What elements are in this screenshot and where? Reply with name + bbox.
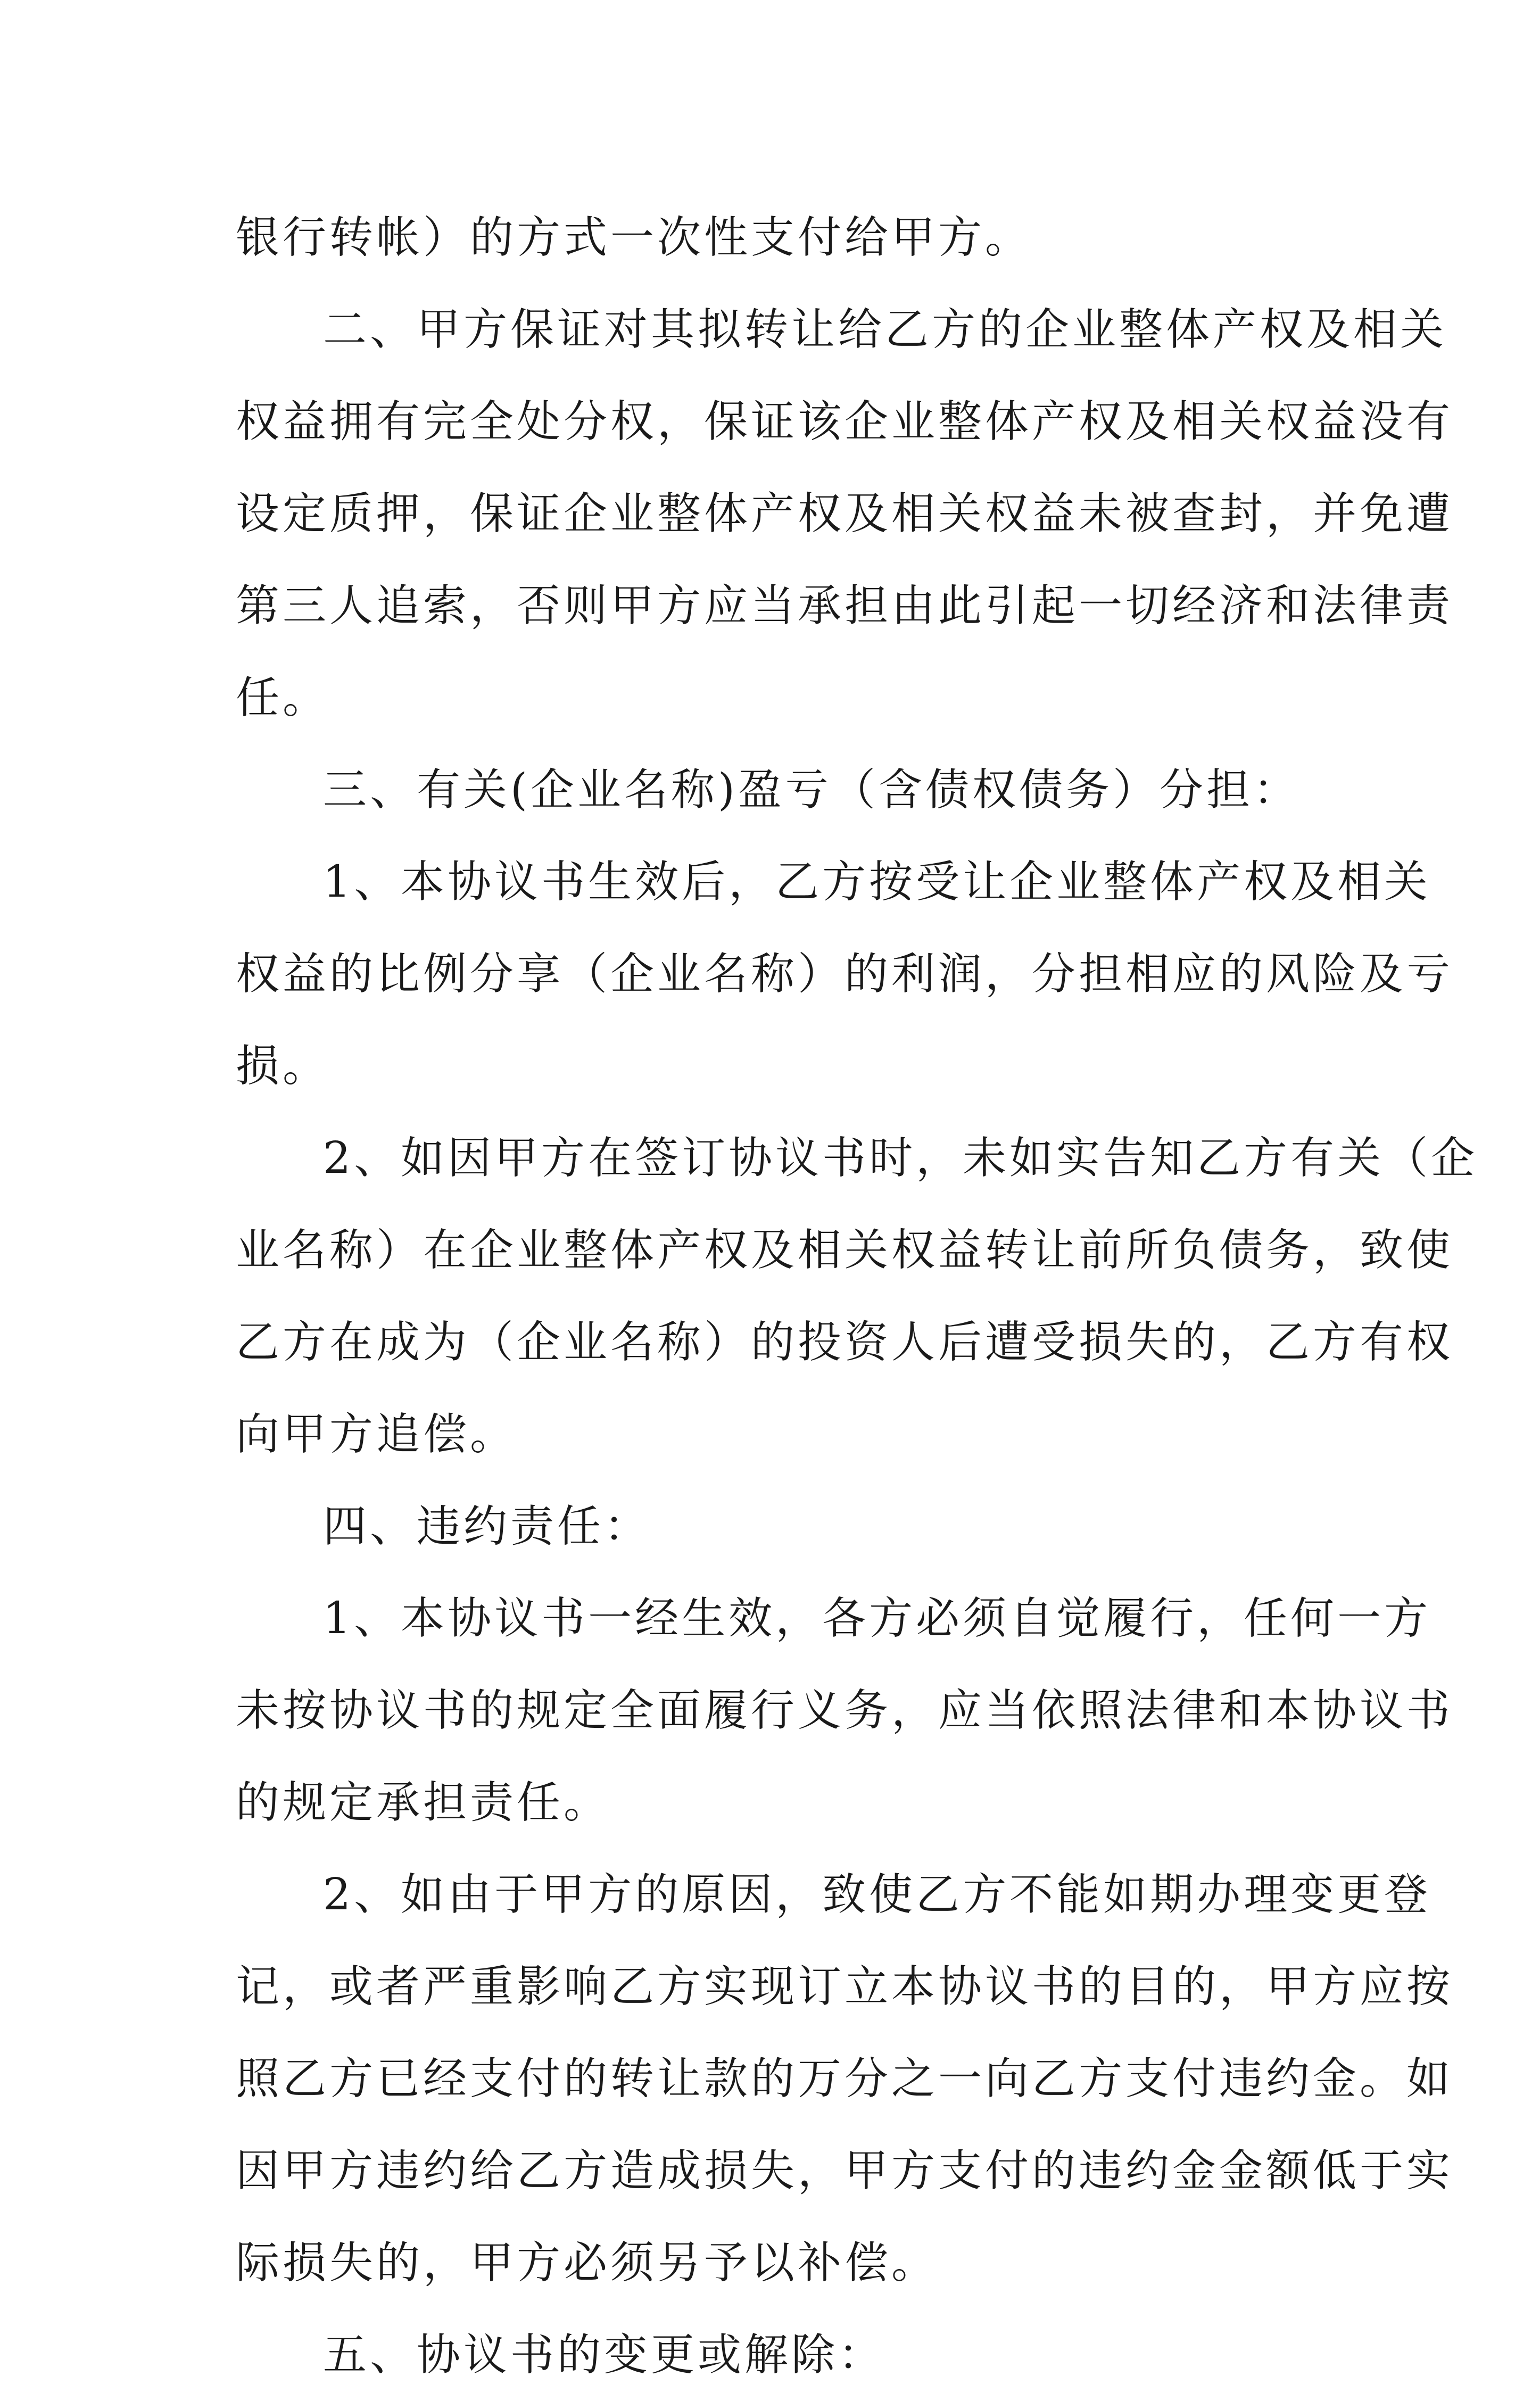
- paragraph: [236, 1572, 1454, 1849]
- text-line: 记，或者严重影响乙方实现订立本协议书的目的，甲方应按: [236, 1961, 1454, 2012]
- paragraph: [236, 284, 1454, 744]
- text-line: 二、甲方保证对其拟转让给乙方的企业整体产权及相关: [323, 304, 1447, 355]
- paragraph: [236, 2309, 1305, 2401]
- paragraph: [236, 744, 1305, 836]
- text-line: 业名称）在企业整体产权及相关权益转让前所负债务，致使: [236, 1225, 1454, 1276]
- text-line: 未按协议书的规定全面履行义务，应当依照法律和本协议书: [236, 1685, 1454, 1736]
- text-line: 2、如由于甲方的原因，致使乙方不能如期办理变更登: [323, 1869, 1431, 1920]
- text-line: 五、协议书的变更或解除：: [323, 2330, 885, 2380]
- document-body: [236, 192, 1478, 2401]
- text-line: 1、本协议书一经生效，各方必须自觉履行，任何一方: [323, 1593, 1431, 1644]
- text-line: 照乙方已经支付的转让款的万分之一向乙方支付违约金。如: [236, 2054, 1454, 2104]
- text-line: 2、如因甲方在签订协议书时，未如实告知乙方有关（企: [323, 1133, 1478, 1183]
- text-line: 三、有关(企业名称)盈亏（含债权债务）分担：: [323, 765, 1300, 815]
- text-line: 向甲方追偿。: [236, 1409, 517, 1460]
- text-line: 因甲方违约给乙方造成损失，甲方支付的违约金金额低于实: [236, 2146, 1454, 2196]
- text-line: 银行转帐）的方式一次性支付给甲方。: [236, 212, 1032, 263]
- text-line: 四、违约责任：: [323, 1501, 651, 1552]
- text-line: 权益的比例分享（企业名称）的利润，分担相应的风险及亏: [236, 949, 1454, 999]
- text-line: 损。: [236, 1041, 330, 1091]
- paragraph: [236, 192, 1305, 284]
- text-line: 设定质押，保证企业整体产权及相关权益未被查封，并免遭: [236, 489, 1454, 539]
- paragraph: [236, 1480, 1305, 1572]
- text-line: 乙方在成为（企业名称）的投资人后遭受损失的，乙方有权: [236, 1317, 1454, 1368]
- text-line: 任。: [236, 673, 330, 723]
- text-line: 1、本协议书生效后，乙方按受让企业整体产权及相关: [323, 857, 1431, 907]
- paragraph: [236, 1112, 1478, 1480]
- paragraph: [236, 836, 1454, 1112]
- text-line: 际损失的，甲方必须另予以补偿。: [236, 2238, 939, 2288]
- text-line: 第三人追索，否则甲方应当承担由此引起一切经济和法律责: [236, 581, 1454, 631]
- text-line: 的规定承担责任。: [236, 1777, 611, 1828]
- paragraph: [236, 1849, 1454, 2309]
- text-line: 权益拥有完全处分权，保证该企业整体产权及相关权益没有: [236, 396, 1454, 447]
